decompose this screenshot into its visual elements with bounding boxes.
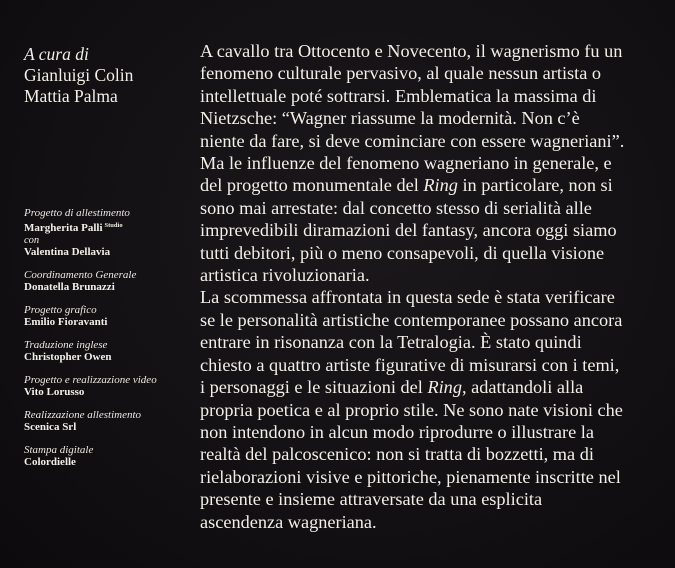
credit-name: Donatella Brunazzi [24, 281, 115, 293]
text-line: niente da fare, si deve cominciare con essere wagneriani”. [200, 130, 625, 151]
credit-name: Emilio Fioravanti [24, 316, 108, 328]
curator-name: Mattia Palma [24, 86, 118, 106]
credit-name: Margherita Palli $^{Studio}$ [24, 222, 123, 234]
text-line: Nietzsche: “Wagner riassume la modernità. Non c’è [200, 108, 580, 129]
text-line: A cavallo tra Ottocento e Novecento, il wagnerismo fu un [200, 41, 623, 61]
text-line: del progetto monumentale del Ring in particolare, non si [200, 175, 613, 196]
credit-role: Coordinamento Generale [24, 269, 137, 281]
ring-title: Ring [423, 175, 458, 196]
credit-role: Realizzazione allestimento [24, 409, 142, 421]
text-line: sono mai arrestate: dal concetto stesso di serialità alle [200, 197, 592, 218]
credit-stampa [24, 444, 189, 469]
credit-studio-mark: Studio [104, 222, 123, 229]
text-line: artistica rivoluzionaria. [200, 265, 370, 286]
text-line: intellettuale poté sottrarsi. Emblematica la massima di [200, 85, 597, 106]
credit-role: Stampa digitale [24, 444, 94, 456]
credit-traduzione [24, 339, 189, 364]
ring-title: Ring [427, 377, 462, 398]
text-line: tutti debitori, più o meno consapevoli, di quella visione [200, 242, 605, 263]
text-line: ascendenza wagneriana. [200, 511, 377, 532]
credit-name: Scenica Srl [24, 421, 77, 433]
credit-grafica [24, 304, 189, 329]
credit-role: Progetto di allestimento [24, 207, 130, 219]
credit-role: Traduzione inglese [24, 339, 108, 351]
text-line: entrare in risonanza con la Tetralogia. È stato quindi [200, 332, 582, 353]
text-line: rielaborazioni visive e pittoriche, pienamente inscritte nel [200, 466, 621, 487]
credit-coordinamento [24, 269, 189, 294]
text-line: presente e insieme attraversate da una esplicita [200, 489, 543, 510]
credit-allestimento [24, 207, 189, 259]
text-line: fenomeno culturale pervasivo, al quale nessun artista o [200, 63, 602, 84]
curator-name: Gianluigi Colin [24, 65, 134, 85]
curators-label: A cura di [24, 44, 89, 64]
credits-list [24, 207, 189, 479]
credit-name: Christopher Owen [24, 351, 112, 363]
text-line: Ma le influenze del fenomeno wagneriano in generale, e [200, 153, 612, 174]
credit-role: Progetto e realizzazione video [24, 374, 157, 386]
credit-role: Progetto grafico [24, 304, 97, 316]
text-line: non intendono in alcun modo riprodurre o illustrare la [200, 421, 594, 442]
credit-name: Valentina Dellavia [24, 246, 111, 258]
curators-block [24, 44, 189, 107]
credit-video [24, 374, 189, 399]
text-line: imprevedibili diramazioni del fantasy, ancora oggi siamo [200, 220, 617, 241]
text-line: chiesto a quattro artiste figurative di misurarsi con i temi, [200, 354, 620, 375]
credit-name: Vito Lorusso [24, 386, 85, 398]
credit-realizzazione [24, 409, 189, 434]
credit-name: Colordielle [24, 456, 76, 468]
text-line: realtà del palcoscenico: non si tratta di bozzetti, ma di [200, 444, 594, 465]
text-line: i personaggi e le situazioni del Ring, adattandoli alla [200, 377, 584, 398]
credit-connector: con [24, 235, 40, 246]
text-line: La scommessa affrontata in questa sede è stata verificare [200, 287, 615, 308]
text-line: se le personalità artistiche contemporanee possano ancora [200, 309, 623, 330]
main-text [200, 40, 670, 533]
text-line: propria poetica e al proprio stile. Ne sono nate visioni che [200, 399, 623, 420]
